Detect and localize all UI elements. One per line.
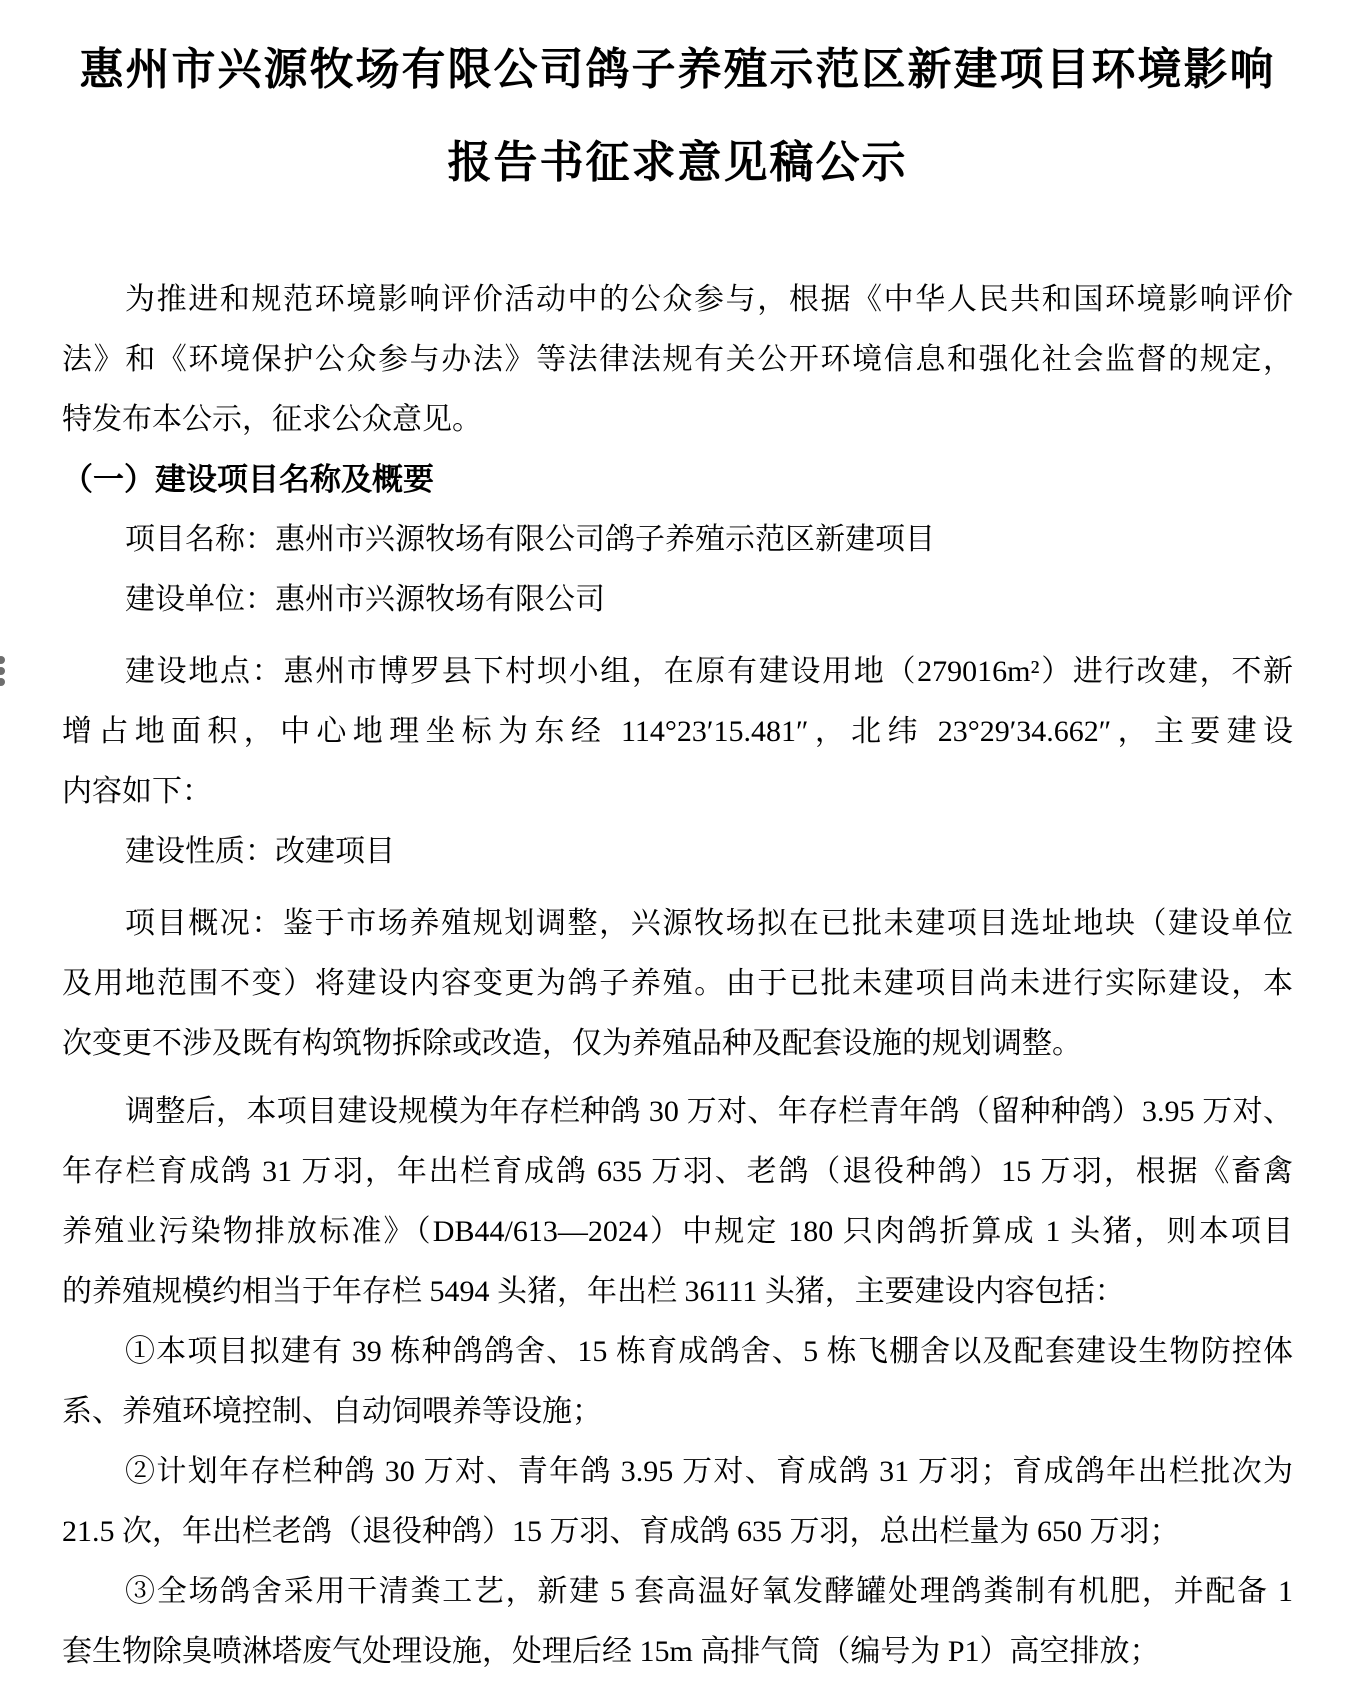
document-title-line-1: 惠州市兴源牧场有限公司鸽子养殖示范区新建项目环境影响 — [79, 45, 1276, 94]
paragraph-line: 项目名称：惠州市兴源牧场有限公司鸽子养殖示范区新建项目 — [125, 523, 935, 556]
paragraph-line: 内容如下： — [62, 775, 212, 808]
vertical-ellipsis-icon — [0, 656, 5, 686]
paragraph-line: 的养殖规模约相当于年存栏 5494 头猪，年出栏 36111 头猪，主要建设内容包括： — [62, 1275, 1125, 1308]
paragraph-line: 调整后，本项目建设规模为年存栏种鸽 30 万对、年存栏青年鸽（留种种鸽）3.95 万对、 — [125, 1095, 1293, 1128]
paragraph-line: 增占地面积，中心地理坐标为东经 114°23′15.481″，北纬 23°29′34.662″，主要建设 — [62, 715, 1293, 748]
paragraph-line: 特发布本公示，征求公众意见。 — [62, 403, 482, 436]
paragraph-line: 项目概况：鉴于市场养殖规划调整，兴源牧场拟在已批未建项目选址地块（建设单位 — [125, 907, 1293, 940]
paragraph-line: ③全场鸽舍采用干清粪工艺，新建 5 套高温好氧发酵罐处理鸽粪制有机肥，并配备 1 — [125, 1575, 1293, 1608]
project-name-paragraph — [62, 510, 1293, 570]
document-title-line-2: 报告书征求意见稿公示 — [447, 138, 908, 187]
adjusted-scale-paragraph — [62, 1082, 1293, 1322]
build-item-2-paragraph — [62, 1442, 1293, 1562]
paragraph-line: 为推进和规范环境影响评价活动中的公众参与，根据《中华人民共和国环境影响评价 — [125, 283, 1293, 316]
paragraph-line: ②计划年存栏种鸽 30 万对、青年鸽 3.95 万对、育成鸽 31 万羽；育成鸽年出栏批次为 — [125, 1455, 1293, 1488]
paragraph-line: 套生物除臭喷淋塔废气处理设施，处理后经 15m 高排气筒（编号为 P1）高空排放； — [62, 1635, 1160, 1668]
preamble-paragraph — [62, 270, 1293, 450]
paragraph-line: ①本项目拟建有 39 栋种鸽鸽舍、15 栋育成鸽舍、5 栋飞棚舍以及配套建设生物防控体 — [125, 1335, 1293, 1368]
paragraph-line: 建设地点：惠州市博罗县下村坝小组，在原有建设用地（279016m²）进行改建，不新 — [125, 655, 1293, 688]
construction-nature-paragraph — [62, 822, 1293, 882]
build-item-3-paragraph — [62, 1562, 1293, 1682]
paragraph-line: 及用地范围不变）将建设内容变更为鸽子养殖。由于已批未建项目尚未进行实际建设，本 — [62, 967, 1293, 1000]
paragraph-line: 法》和《环境保护公众参与办法》等法律法规有关公开环境信息和强化社会监督的规定， — [62, 343, 1293, 376]
project-overview-paragraph — [62, 894, 1293, 1074]
paragraph-line: 系、养殖环境控制、自动饲喂养等设施； — [62, 1395, 602, 1428]
paragraph-line: 建设单位：惠州市兴源牧场有限公司 — [125, 583, 605, 616]
construction-site-paragraph — [62, 642, 1293, 822]
paragraph-line: 21.5 次，年出栏老鸽（退役种鸽）15 万羽、育成鸽 635 万羽，总出栏量为 650 万羽； — [62, 1515, 1180, 1548]
paragraph-line: 建设性质：改建项目 — [125, 835, 395, 868]
construction-unit-paragraph — [62, 570, 1293, 630]
page-edge-drag-handle[interactable] — [0, 656, 5, 689]
paragraph-line: 次变更不涉及既有构筑物拆除或改造，仅为养殖品种及配套设施的规划调整。 — [62, 1027, 1082, 1060]
section-1-heading: （一）建设项目名称及概要 — [62, 462, 434, 497]
document-title — [62, 0, 1293, 209]
paragraph-line: 养殖业污染物排放标准》（DB44/613—2024）中规定 180 只肉鸽折算成 1 头猪，则本项目 — [62, 1215, 1293, 1248]
build-item-1-paragraph — [62, 1322, 1293, 1442]
paragraph-line: 年存栏育成鸽 31 万羽，年出栏育成鸽 635 万羽、老鸽（退役种鸽）15 万羽，根据《畜禽 — [62, 1155, 1293, 1188]
